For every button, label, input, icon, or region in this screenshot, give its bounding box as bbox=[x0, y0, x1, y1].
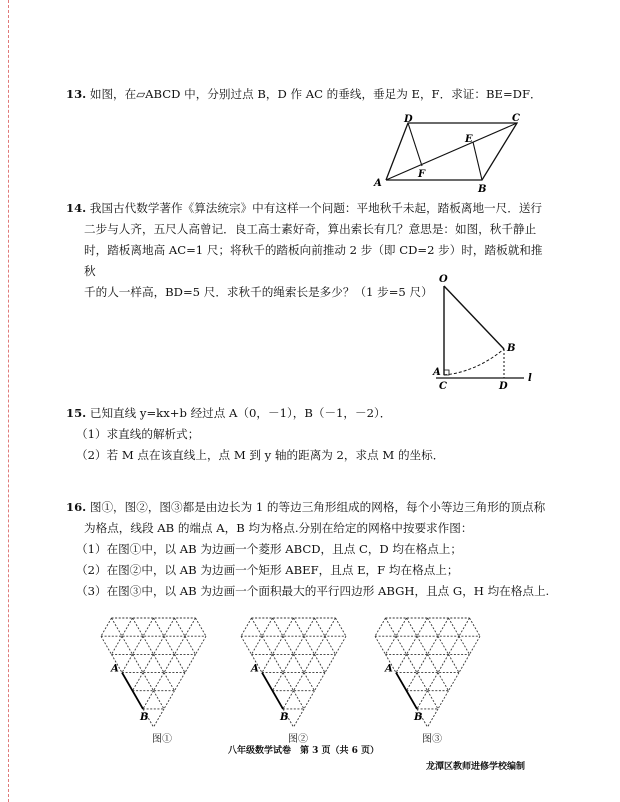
grid-line bbox=[449, 673, 460, 691]
grid-line bbox=[304, 636, 315, 654]
grid-line bbox=[273, 618, 284, 636]
grid-line bbox=[294, 636, 305, 654]
label-b: B bbox=[478, 184, 487, 195]
question-14-line-1 bbox=[66, 198, 546, 219]
grid-line bbox=[164, 636, 175, 654]
grid-line bbox=[470, 636, 481, 654]
grid-line bbox=[386, 618, 397, 636]
caption-figure-3: 图③ bbox=[422, 734, 442, 745]
grid-line bbox=[304, 654, 315, 672]
grid-line bbox=[304, 673, 315, 691]
grid-line bbox=[164, 673, 175, 691]
grid-line bbox=[164, 618, 175, 636]
grid-line bbox=[122, 636, 133, 654]
grid-line bbox=[175, 673, 186, 691]
grid-line bbox=[122, 618, 133, 636]
question-16-text-1: 图①，图②，图③都是由边长为 1 的等边三角形组成的网格，每个小等边三角形的顶点称 bbox=[89, 500, 546, 514]
grid-line bbox=[428, 636, 439, 654]
grid-line bbox=[133, 618, 144, 636]
grid-line bbox=[294, 673, 305, 691]
grid-line bbox=[396, 618, 407, 636]
grid-line bbox=[175, 654, 186, 672]
grid-line bbox=[315, 618, 326, 636]
footer-page-info: 八年级数学试卷 第 3 页（共 6 页） bbox=[228, 746, 380, 756]
grid-line bbox=[185, 636, 196, 654]
grid-line bbox=[315, 654, 326, 672]
question-16-part-2: （2）在图②中，以 AB 为边画一个矩形 ABEF，且点 E，F 均在格点上； bbox=[76, 563, 459, 577]
binding-line bbox=[8, 0, 9, 802]
grid-line bbox=[417, 618, 428, 636]
grid-line bbox=[154, 691, 165, 709]
question-14-text-1: 我国古代数学著作《算法统宗》中有这样一个问题：平地秋千未起，踏板离地一尺．送行 bbox=[89, 201, 543, 215]
grid-line bbox=[133, 654, 144, 672]
grid-line bbox=[325, 636, 336, 654]
grid-line bbox=[175, 636, 186, 654]
label-a: A bbox=[374, 178, 382, 189]
grid-line bbox=[283, 636, 294, 654]
grid-line bbox=[185, 618, 196, 636]
question-16-part-3: （3）在图③中，以 AB 为边画一个面积最大的平行四边形 ABGH，且点 G，H 均在格点上. bbox=[76, 584, 550, 598]
grid-line bbox=[428, 709, 439, 727]
grid-line bbox=[112, 636, 123, 654]
question-16-line-2: 为格点，线段 AB 的端点 A，B 均为格点.分别在给定的网格中按要求作图： bbox=[84, 521, 473, 535]
grid-line bbox=[375, 636, 386, 654]
triangle-grid-1 bbox=[94, 612, 228, 730]
grid-line bbox=[438, 691, 449, 709]
label-a: A bbox=[251, 663, 259, 675]
grid-line bbox=[101, 636, 112, 654]
question-16-line-1 bbox=[66, 497, 550, 518]
grid-line bbox=[273, 636, 284, 654]
grid-line bbox=[143, 654, 154, 672]
question-14-line-4: 千的人一样高，BD=5 尺．求秋千的绳索长是多少？（1 步=5 尺） bbox=[84, 285, 433, 299]
triangle-grid-3 bbox=[368, 612, 502, 730]
grid-line bbox=[407, 636, 418, 654]
label-c: C bbox=[439, 381, 447, 392]
grid-line bbox=[315, 673, 326, 691]
grid-line bbox=[336, 636, 347, 654]
grid-line bbox=[185, 654, 196, 672]
grid-line bbox=[438, 654, 449, 672]
question-15 bbox=[66, 403, 546, 466]
label-a: A bbox=[111, 663, 119, 675]
grid-line bbox=[122, 654, 133, 672]
grid-line bbox=[428, 673, 439, 691]
label-c: C bbox=[512, 113, 520, 124]
grid-line bbox=[396, 636, 407, 654]
grid-line bbox=[143, 636, 154, 654]
grid-line bbox=[449, 618, 460, 636]
perpendicular-df bbox=[408, 123, 422, 166]
question-15-part-2: （2）若 M 点在该直线上，点 M 到 y 轴的距离为 2，求点 M 的坐标． bbox=[76, 448, 445, 462]
grid-line bbox=[438, 673, 449, 691]
grid-line bbox=[154, 654, 165, 672]
label-b: B bbox=[414, 711, 423, 723]
grid-line bbox=[459, 636, 470, 654]
question-15-number: 15. bbox=[66, 406, 87, 420]
grid-line bbox=[417, 654, 428, 672]
grid-line bbox=[304, 618, 315, 636]
grid-line bbox=[262, 636, 273, 654]
question-16-number: 16. bbox=[66, 500, 87, 514]
label-b: B bbox=[140, 711, 149, 723]
question-15-part-1: （1）求直线的解析式； bbox=[76, 427, 200, 441]
grid-line bbox=[154, 709, 165, 727]
grid-line bbox=[428, 654, 439, 672]
grid-line bbox=[294, 618, 305, 636]
grid-line bbox=[428, 618, 439, 636]
grid-line bbox=[336, 618, 347, 636]
grid-line bbox=[241, 618, 252, 636]
grid-line bbox=[459, 654, 470, 672]
question-14-number: 14. bbox=[66, 201, 87, 215]
grid-line bbox=[386, 636, 397, 654]
grid-line bbox=[283, 673, 294, 691]
grid-line bbox=[154, 636, 165, 654]
grid-line bbox=[315, 636, 326, 654]
diagonal-ac bbox=[386, 123, 517, 180]
grid-line bbox=[407, 673, 418, 691]
question-13 bbox=[66, 84, 566, 105]
grid-line bbox=[375, 618, 386, 636]
grid-line bbox=[449, 636, 460, 654]
grid-line bbox=[154, 618, 165, 636]
perpendicular-be bbox=[473, 142, 482, 180]
label-e: E bbox=[465, 134, 473, 145]
grid-line bbox=[252, 636, 263, 654]
grid-line bbox=[196, 618, 207, 636]
grid-line bbox=[262, 618, 273, 636]
grid-line bbox=[273, 654, 284, 672]
q14-swing-figure bbox=[430, 272, 540, 392]
caption-figure-1: 图① bbox=[152, 734, 172, 745]
grid-line bbox=[325, 618, 336, 636]
grid-line bbox=[283, 654, 294, 672]
grid-line bbox=[417, 691, 428, 709]
swing-arc bbox=[444, 349, 504, 375]
grid-line bbox=[438, 636, 449, 654]
grid-line bbox=[262, 654, 273, 672]
label-f: F bbox=[418, 169, 426, 180]
grid-line bbox=[164, 691, 175, 709]
question-14-line-3: 时，踏板离地高 AC=1 尺；将秋千的踏板向前推动 2 步（即 CD=2 步）时，踏板就和推秋 bbox=[84, 243, 543, 278]
label-d: D bbox=[404, 114, 413, 125]
grid-line bbox=[133, 636, 144, 654]
label-a: A bbox=[433, 367, 441, 378]
label-d: D bbox=[499, 381, 508, 392]
grid-line bbox=[133, 673, 144, 691]
question-13-number: 13. bbox=[66, 87, 87, 101]
grid-line bbox=[449, 654, 460, 672]
question-15-line-1 bbox=[66, 406, 391, 420]
grid-line bbox=[154, 673, 165, 691]
grid-line bbox=[294, 654, 305, 672]
q13-parallelogram-figure bbox=[372, 114, 532, 196]
triangle-grid-2 bbox=[234, 612, 368, 730]
grid-line bbox=[428, 691, 439, 709]
rope-ob bbox=[444, 286, 504, 349]
grid-line bbox=[101, 618, 112, 636]
question-16-part-1: （1）在图①中，以 AB 为边画一个菱形 ABCD，且点 C，D 均在格点上； bbox=[76, 542, 462, 556]
grid-line bbox=[470, 618, 481, 636]
question-16 bbox=[66, 497, 550, 602]
grid-line bbox=[241, 636, 252, 654]
grid-line bbox=[273, 673, 284, 691]
label-b: B bbox=[280, 711, 289, 723]
grid-line bbox=[196, 636, 207, 654]
grid-line bbox=[294, 691, 305, 709]
question-15-text: 已知直线 y=kx+b 经过点 A（0，－1），B（－1，－2）． bbox=[89, 406, 392, 420]
caption-figure-2: 图② bbox=[288, 734, 308, 745]
footer-school: 龙潭区教师进修学校编制 bbox=[426, 762, 526, 772]
grid-line bbox=[438, 618, 449, 636]
grid-line bbox=[417, 636, 428, 654]
grid-line bbox=[407, 654, 418, 672]
grid-line bbox=[325, 654, 336, 672]
label-a: A bbox=[385, 663, 393, 675]
label-b: B bbox=[507, 343, 516, 354]
grid-line bbox=[143, 618, 154, 636]
grid-line bbox=[283, 618, 294, 636]
grid-line bbox=[112, 618, 123, 636]
grid-line bbox=[417, 673, 428, 691]
grid-line bbox=[304, 691, 315, 709]
label-l: l bbox=[528, 373, 532, 384]
grid-line bbox=[252, 618, 263, 636]
grid-line bbox=[294, 709, 305, 727]
grid-line bbox=[164, 654, 175, 672]
label-o: O bbox=[439, 274, 448, 285]
grid-line bbox=[143, 673, 154, 691]
grid-line bbox=[283, 691, 294, 709]
grid-line bbox=[459, 618, 470, 636]
question-13-text: 如图，在▱ABCD 中，分别过点 B，D 作 AC 的垂线，垂足为 E，F．求证：BE=DF． bbox=[89, 87, 542, 101]
question-14-line-2: 二步与人齐，五尺人高曾记．良工高士素好奇，算出索长有几？意思是：如图，秋千静止 bbox=[84, 222, 537, 236]
grid-line bbox=[396, 654, 407, 672]
grid-line bbox=[175, 618, 186, 636]
grid-line bbox=[143, 691, 154, 709]
grid-line bbox=[407, 618, 418, 636]
